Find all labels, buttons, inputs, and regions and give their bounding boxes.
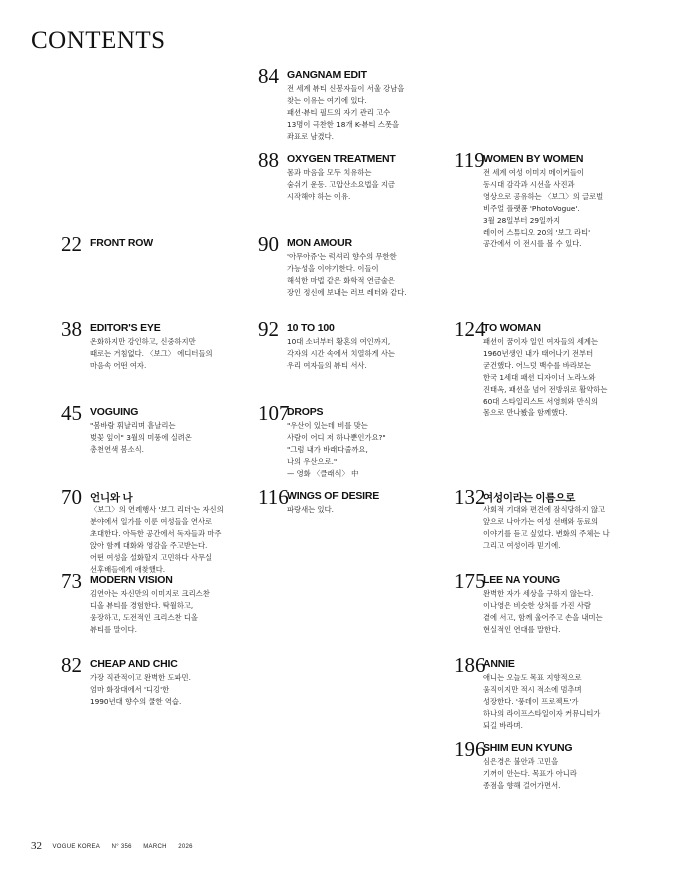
entry-description-line: 진태옥, 패션을 넘어 전방위로 활약하는 bbox=[483, 384, 608, 394]
entry-description-line: 파랑새는 있다. bbox=[287, 505, 334, 514]
entry-title: FRONT ROW bbox=[90, 237, 153, 249]
entry-description-line: 가장 직관적이고 완벽한 도파민. bbox=[90, 673, 191, 682]
entry-page-number: 45 bbox=[61, 401, 82, 425]
entry-description-line: 가능성을 이야기한다. 이들이 bbox=[287, 263, 379, 273]
entry-description-line: 전 세계 뷰티 신봉자들이 서울 강남을 bbox=[287, 84, 405, 93]
entry-title: EDITOR'S EYE bbox=[90, 322, 161, 334]
entry-title: OXYGEN TREATMENT bbox=[287, 153, 396, 165]
entry-title: VOGUING bbox=[90, 406, 139, 418]
page-title: CONTENTS bbox=[31, 27, 166, 54]
entry-description-line: 뷰티를 말이다. bbox=[90, 624, 137, 634]
entry-page-number: 70 bbox=[61, 485, 82, 509]
entry-description bbox=[287, 336, 437, 372]
entry-description-line: "봄바람 휘날리며 흩날리는 bbox=[90, 421, 176, 430]
entry-description bbox=[90, 588, 240, 636]
entry-description-line: 심은경은 불안과 고민을 bbox=[483, 757, 559, 766]
entry-title: SHIM EUN KYUNG bbox=[483, 742, 573, 754]
entry-description-line: 되길 바라며. bbox=[483, 720, 523, 730]
entry-description bbox=[483, 504, 633, 552]
entry-description-line: 앞으로 나아가는 여성 선배와 동료의 bbox=[483, 516, 599, 526]
entry-description-line: 때로는 거침없다. 〈보그〉 에디터들의 bbox=[90, 348, 213, 358]
entry-description-line: "그럼 내가 바래다줄까요, bbox=[287, 444, 368, 454]
entry-description-line: 1990년대 향수의 쿨한 역습. bbox=[90, 696, 182, 706]
entry-description-line: 우리 여자들의 뷰티 서사. bbox=[287, 360, 367, 370]
entry-page-number: 124 bbox=[454, 317, 486, 341]
entry-description bbox=[483, 756, 633, 792]
footer-year: 2026 bbox=[178, 844, 193, 850]
entry-description-line: 하나의 라이프스타일이자 커뮤니티가 bbox=[483, 708, 601, 718]
entry-title: GANGNAM EDIT bbox=[287, 69, 367, 81]
entry-description-line: 이나영은 비슷한 상처를 가진 사람 bbox=[483, 600, 591, 610]
entry-description-line: 디올 뷰티를 경험한다. 탁월하고, bbox=[90, 600, 194, 610]
page-footer bbox=[31, 836, 200, 854]
entry-description-line: 10대 소녀부터 황혼의 여인까지, bbox=[287, 337, 391, 346]
entry-page-number: 22 bbox=[61, 232, 82, 256]
entry-description-line: 곁에 서고, 함께 울어주고 손을 내미는 bbox=[483, 612, 603, 622]
footer-page-number: 32 bbox=[31, 840, 42, 852]
entry-description-line: 사회적 기대와 편견에 잠식당하지 않고 bbox=[483, 505, 606, 514]
entry-description-line: 완벽한 자가 세상을 구하지 않는다. bbox=[483, 589, 594, 598]
entry-description-line: 몸으로 만나봤을 함께했다. bbox=[483, 408, 568, 418]
entry-description-line: 성장한다. '풍데이 프로젝트'가 bbox=[483, 696, 579, 706]
entry-description-line: 김연아는 자신만의 이미지로 크리스찬 bbox=[90, 589, 210, 598]
entry-description-line: 비주얼 플랫폼 'PhotoVogue'. bbox=[483, 203, 580, 213]
footer-magazine: VOGUE KOREA bbox=[52, 844, 101, 850]
entry-page-number: 196 bbox=[454, 737, 486, 761]
entry-description-line: 각자의 시간 속에서 치열하게 사는 bbox=[287, 348, 395, 358]
entry-page-number: 92 bbox=[258, 317, 279, 341]
entry-description-line: 영상으로 공유하는 〈보그〉의 글로벌 bbox=[483, 191, 604, 201]
entry-description-line: 〈보그〉의 연례행사 '보그 리더'는 자신의 bbox=[90, 505, 224, 514]
entry-description-line: 동시대 감각과 시선을 사진과 bbox=[483, 179, 575, 189]
entry-description-line: 분야에서 일가를 이룬 여성들을 연사로 bbox=[90, 516, 213, 526]
entry-description-line: 해석한 마법 같은 화학적 연금술은 bbox=[287, 275, 395, 285]
entry-page-number: 132 bbox=[454, 485, 486, 509]
entry-description bbox=[90, 672, 240, 708]
entry-page-number: 90 bbox=[258, 232, 279, 256]
entry-description-line: 13명이 극찬한 18개 K-뷰티 스폿을 bbox=[287, 119, 400, 129]
entry-title: CHEAP AND CHIC bbox=[90, 658, 178, 670]
entry-description-line: 현실적인 연대를 말한다. bbox=[483, 624, 561, 634]
entry-description-line: 앉아 함께 대화와 영감을 주고받는다. bbox=[90, 540, 208, 550]
entry-page-number: 186 bbox=[454, 653, 486, 677]
entry-description-line: 굳건했다. 어느덧 백수를 바라보는 bbox=[483, 360, 591, 370]
entry-description-line: 기꺼이 안는다. 목표가 아니라 bbox=[483, 768, 577, 778]
entry-title: 10 TO 100 bbox=[287, 322, 335, 334]
entry-title: WINGS OF DESIRE bbox=[287, 490, 380, 502]
entry-title: 언니와 나 bbox=[90, 492, 133, 504]
entry-description bbox=[483, 672, 633, 732]
entry-description-line: 벚꽃 잎이" 3월의 미풍에 실려온 bbox=[90, 432, 192, 442]
entry-description-line: 60대 스타일리스트 서영희와 만식의 bbox=[483, 396, 598, 406]
entry-description-line: 엄마 화장대에서 '디깅'한 bbox=[90, 684, 170, 694]
entry-description-line: 이야기를 듣고 싶었다. 변화의 주체는 나 bbox=[483, 528, 610, 538]
entry-description-line: 1960년생인 내가 태어나기 전부터 bbox=[483, 348, 594, 358]
entry-page-number: 38 bbox=[61, 317, 82, 341]
entry-title: MON AMOUR bbox=[287, 237, 352, 249]
entry-description-line: 애니는 오늘도 목표 지향적으로 bbox=[483, 673, 582, 682]
entry-description-line: "우산이 있는데 비를 맞는 bbox=[287, 421, 368, 430]
entry-page-number: 107 bbox=[258, 401, 290, 425]
entry-title: WOMEN BY WOMEN bbox=[483, 153, 584, 165]
entry-description bbox=[287, 251, 437, 299]
entry-description-line: 전 세계 여성 이미지 메이커들이 bbox=[483, 168, 584, 177]
entry-description-line: 숨쉬기 운동. 고압산소요법을 지금 bbox=[287, 179, 395, 189]
entry-page-number: 84 bbox=[258, 64, 279, 88]
entry-description-line: 총천연색 봄소식. bbox=[90, 444, 144, 454]
entry-description bbox=[90, 336, 240, 372]
entry-description-line: 웅장하고, 도전적인 크리스찬 디올 bbox=[90, 612, 198, 622]
entry-description-line: 그리고 여성이라 믿기에. bbox=[483, 540, 561, 550]
entry-description-line: 어떤 여성을 설화할지 고민하다 사무실 bbox=[90, 552, 213, 562]
entry-description bbox=[287, 167, 437, 203]
entry-page-number: 82 bbox=[61, 653, 82, 677]
entry-title: TO WOMAN bbox=[483, 322, 541, 334]
entry-description bbox=[287, 504, 437, 516]
entry-description-line: 온화하지만 강인하고, 신중하지만 bbox=[90, 337, 196, 346]
entry-description-line: '아무아쥬'는 럭셔리 향수의 무한한 bbox=[287, 252, 397, 261]
entry-description-line: 사람이 어디 저 하나뿐인가요?" bbox=[287, 432, 386, 442]
entry-description bbox=[90, 420, 240, 456]
entry-page-number: 119 bbox=[454, 148, 485, 172]
entry-description-line: 종점을 향해 걸어가면서. bbox=[483, 780, 561, 790]
entry-description bbox=[483, 588, 633, 636]
entry-description bbox=[287, 83, 437, 143]
footer-month: MARCH bbox=[143, 844, 167, 850]
entry-description-line: 초대한다. 아득한 공간에서 독자들과 마주 bbox=[90, 528, 222, 538]
entry-description-line: — 영화 〈클래식〉 中 bbox=[287, 468, 359, 478]
entry-description bbox=[483, 167, 633, 250]
entry-description-line: 공간에서 이 전시를 볼 수 있다. bbox=[483, 239, 582, 249]
entry-page-number: 73 bbox=[61, 569, 82, 593]
entry-description-line: 시작해야 하는 이유. bbox=[287, 191, 351, 201]
entry-description-line: 패션이 꿈이자 일인 여자들의 세계는 bbox=[483, 337, 599, 346]
entry-description-line: 마음속 어떤 여자. bbox=[90, 360, 147, 370]
entry-description-line: 한국 1세대 패션 디자이너 노라노와 bbox=[483, 372, 596, 382]
footer-issue: N° 356 bbox=[111, 844, 132, 850]
entry-description-line: 좌표로 남겼다. bbox=[287, 131, 334, 141]
entry-description-line: 패션·뷰티 필드의 자기 관리 고수 bbox=[287, 107, 391, 117]
entry-title: DROPS bbox=[287, 406, 324, 418]
entry-title: ANNIE bbox=[483, 658, 515, 670]
entry-page-number: 116 bbox=[258, 485, 289, 509]
entry-description-line: 움직이지만 적시 적소에 멈추며 bbox=[483, 684, 582, 694]
entry-description-line: 찾는 이유는 여기에 있다. bbox=[287, 95, 367, 105]
entry-description-line: 선후배들에게 애찾했다. bbox=[90, 564, 166, 574]
entry-page-number: 88 bbox=[258, 148, 279, 172]
entry-title: 여성이라는 이름으로 bbox=[483, 492, 576, 504]
entry-description bbox=[90, 504, 240, 575]
entry-description bbox=[483, 336, 633, 419]
entry-description-line: 나의 우산으로." bbox=[287, 456, 338, 466]
entry-page-number: 175 bbox=[454, 569, 486, 593]
entry-description-line: 몸과 마음을 모두 치유하는 bbox=[287, 168, 372, 177]
entry-description-line: 3월 28일부터 29일까지 bbox=[483, 215, 561, 225]
entry-description bbox=[287, 420, 437, 480]
entry-description-line: 장인 정신에 보내는 러브 레터와 같다. bbox=[287, 287, 407, 297]
entry-title: LEE NA YOUNG bbox=[483, 574, 560, 586]
entry-description-line: 레이어 스튜디오 20의 '보그 라티' bbox=[483, 227, 591, 237]
entry-title: MODERN VISION bbox=[90, 574, 173, 586]
